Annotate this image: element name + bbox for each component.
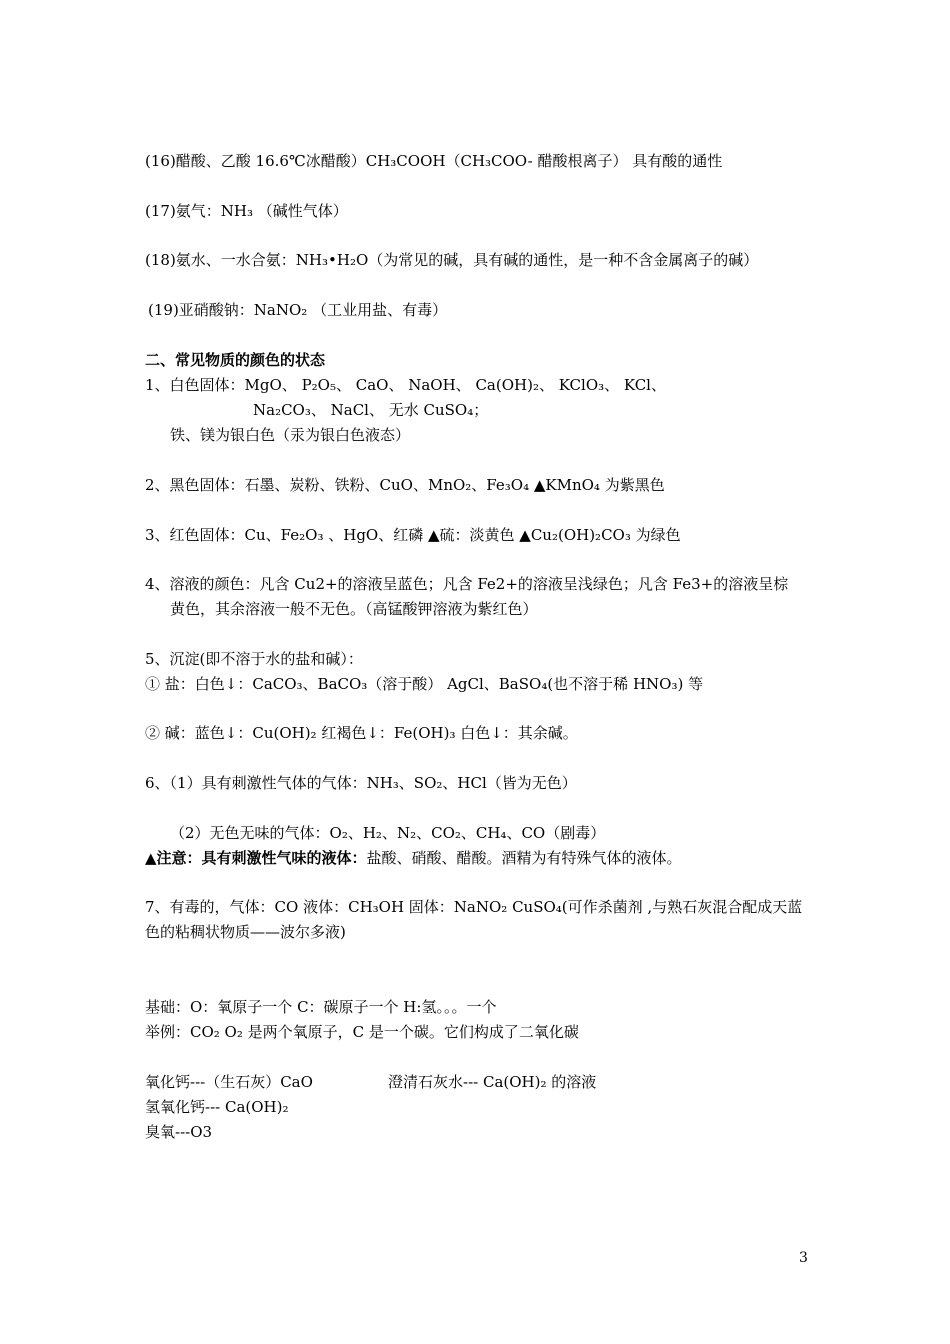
limewater-line: 澄清石灰水--- Ca(OH)₂ 的溶液 — [388, 1073, 597, 1091]
odorless-gases: （2）无色无味的气体：O₂、H₂、N₂、CO₂、CH₄、CO（剧毒） — [170, 824, 606, 842]
example-line: 举例：CO₂ O₂ 是两个氧原子，C 是一个碳。它们构成了二氧化碳 — [145, 1023, 579, 1041]
solution-colors-continued: 黄色，其余溶液一般不无色。（高锰酸钾溶液为紫红色） — [170, 600, 538, 618]
calcium-oxide: 氧化钙---（生石灰）CaO — [145, 1073, 313, 1091]
precipitate-bases: ② 碱：蓝色↓：Cu(OH)₂ 红褐色↓：Fe(OH)₃ 白色↓：其余碱。 — [145, 724, 578, 742]
red-solids-line: 3、红色固体：Cu、Fe₂O₃ 、HgO、红磷 ▲硫：淡黄色 ▲Cu₂(OH)₂CO₃ 为绿色 — [145, 526, 681, 544]
toxic-substances-continued: 色的粘稠状物质——波尔多液) — [145, 923, 346, 941]
calcium-oxide-line — [145, 1071, 313, 1093]
toxic-substances-line: 7、有毒的，气体：CO 液体：CH₃OH 固体：NaNO₂ CuSO₄(可作杀菌剂 ,与熟石灰混合配成天蓝 — [145, 898, 803, 916]
irritating-gases: 6、（1）具有刺激性气体的气体：NH₃、SO₂、HCl（皆为无色） — [145, 774, 577, 792]
black-solids-line: 2、黑色固体：石墨、炭粉、铁粉、CuO、MnO₂、Fe₃O₄ ▲KMnO₄ 为紫黑色 — [145, 476, 665, 494]
silver-white-metals: 铁、镁为银白色（汞为银白色液态） — [170, 426, 411, 444]
line-19-sodium-nitrite: (19)亚硝酸钠：NaNO₂ （工业用盐、有毒） — [148, 301, 448, 319]
section-heading: 二、常见物质的颜色的状态 — [145, 351, 326, 369]
solution-colors-line: 4、溶液的颜色：凡含 Cu2+的溶液呈蓝色；凡含 Fe2+的溶液呈浅绿色；凡含 Fe3+的溶液呈棕 — [145, 575, 789, 593]
white-solids-continued: Na₂CO₃、 NaCl、 无水 CuSO₄； — [253, 401, 489, 419]
line-16-acetic-acid: (16)醋酸、乙酸 16.6℃冰醋酸）CH₃COOH（CH₃COO- 醋酸根离子） 具有酸的通性 — [145, 152, 723, 170]
line-18-ammonia-water: (18)氨水、一水合氨：NH₃•H₂O（为常见的碱，具有碱的通性，是一种不含金属离子的碱） — [145, 251, 759, 269]
basics-line: 基础：O：氧原子一个 C：碳原子一个 H:氢。。。一个 — [145, 998, 497, 1016]
line-17-ammonia: (17)氨气：NH₃ （碱性气体） — [145, 202, 348, 220]
note-text: 盐酸、硝酸、醋酸。酒精为有特殊气体的液体。 — [366, 849, 682, 867]
calcium-hydroxide-line: 氢氧化钙--- Ca(OH)₂ — [145, 1098, 289, 1116]
note-line — [145, 847, 682, 869]
note-label: ▲注意：具有刺激性气味的液体： — [145, 849, 367, 867]
ozone-line: 臭氧---O3 — [145, 1123, 213, 1141]
white-solids-line: 1、白色固体：MgO、 P₂O₅、 CaO、 NaOH、 Ca(OH)₂、 KClO₃、 KCl、 — [145, 376, 666, 394]
page-number: 3 — [799, 1250, 808, 1266]
precipitate-salts: ① 盐：白色↓：CaCO₃、BaCO₃（溶于酸） AgCl、BaSO₄(也不溶于稀 HNO₃) 等 — [145, 675, 704, 693]
precipitate-heading: 5、沉淀(即不溶于水的盐和碱）： — [145, 650, 363, 668]
